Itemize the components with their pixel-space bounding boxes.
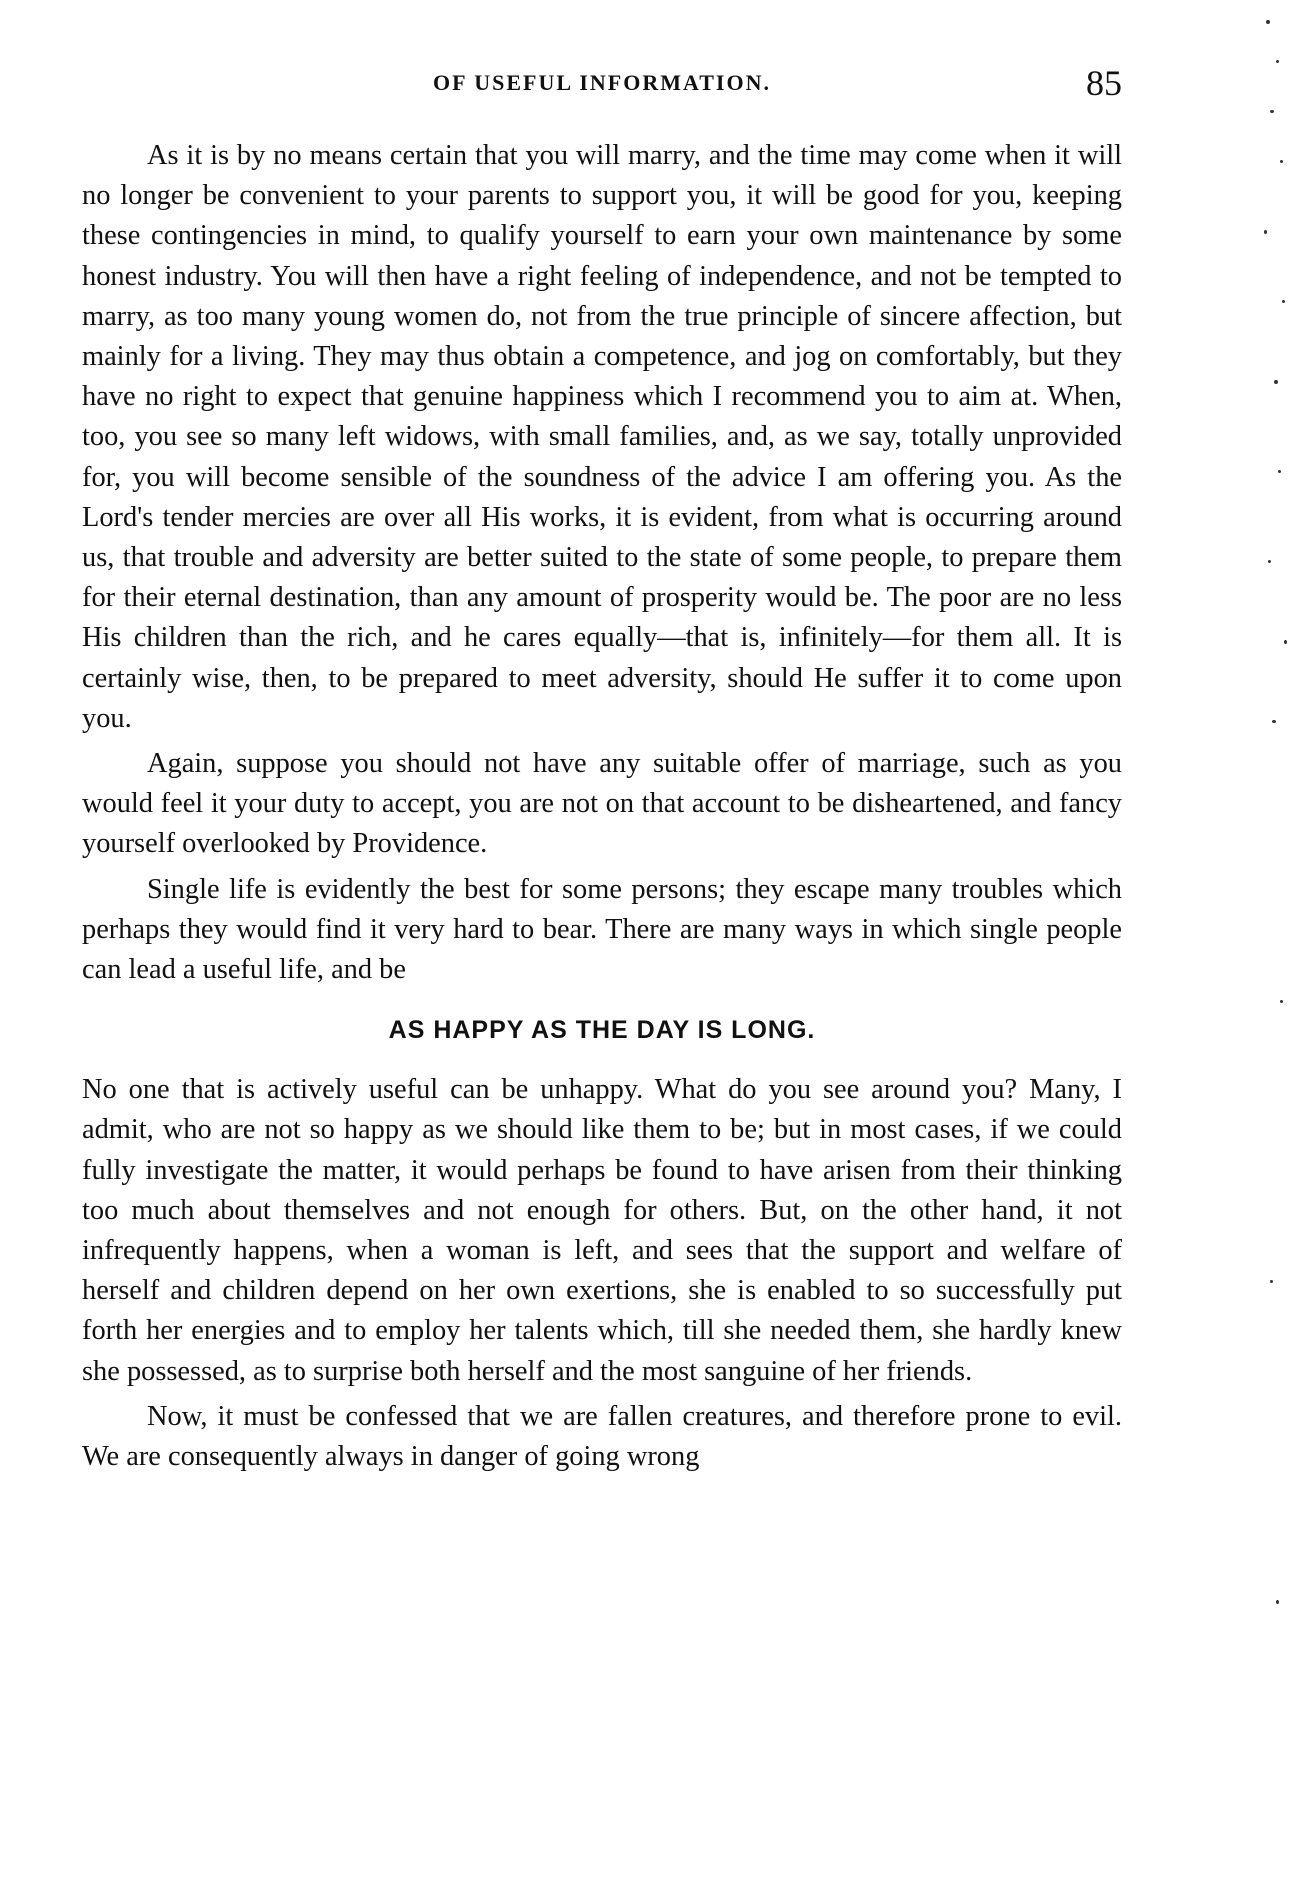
paragraph-2: Again, suppose you should not have any suitable offer of marriage, such as you would feel it your duty to accept, you are not on that account to be disheartened, and fancy yourself overlooked by Providence. [82, 748, 1122, 860]
scan-edge-noise [1256, 0, 1296, 1900]
page-number: 85 [1086, 63, 1122, 103]
paragraph-4: No one that is actively useful can be unhappy. What do you see around you? Many, I admit, who are not so happy as we should like them to be; but in most cases, if we could fully investigate the matter, it would perhaps be found to have arisen from their thinking too much about themselves and not enough for others. But, on the other hand, it not infrequently happens, when a woman is left, and sees that the support and welfare of herself and children depend on her own exertions, she is enabled to so successfully put forth her energies and to employ her talents which, till she needed them, she hardly knew she possessed, as to surprise both herself and the most sanguine of her friends. [82, 1074, 1122, 1387]
paragraph-5: Now, it must be confessed that we are fallen creatures, and therefore prone to evil. We are consequently always in danger of going wrong [82, 1400, 1122, 1473]
paragraph-3: Single life is evidently the best for some persons; they escape many troubles which perhaps they would find it very hard to bear. There are many ways in which single people can lead a useful life, and be [82, 873, 1122, 986]
paragraph-1: As it is by no means certain that you will marry, and the time may come when it will no longer be convenient to your parents to support you, it will be good for you, keeping these contingencies in mind, to qualify yourself to earn your own maintenance by some honest industry. You will then have a right feeling of independence, and not be tempted to marry, as too many young women do, not from the true principle of sincere affection, but mainly for a living. They may thus obtain a competence, and jog on comfortably, but they have no right to expect that genuine happiness which I recommend you to aim at. When, too, you see so many left widows, with small families, and, as we say, totally unprovided for, you will become sensible of the soundness of the advice I am offering you. As the Lord's tender mercies are over all His works, it is evident, from what is occurring around us, that trouble and adversity are better suited to the state of some people, to prepare them for their eternal destination, than any amount of prosperity would be. The poor are no less His children than the rich, and he cares equally—that is, infinitely—for them all. It is certainly wise, then, to be prepared to meet adversity, should He suffer it to come upon you. [82, 140, 1122, 734]
running-header [82, 62, 1122, 102]
body-text [82, 136, 1122, 1482]
section-heading: AS HAPPY AS THE DAY IS LONG. [388, 1016, 816, 1045]
running-title: OF USEFUL INFORMATION. [433, 70, 771, 95]
